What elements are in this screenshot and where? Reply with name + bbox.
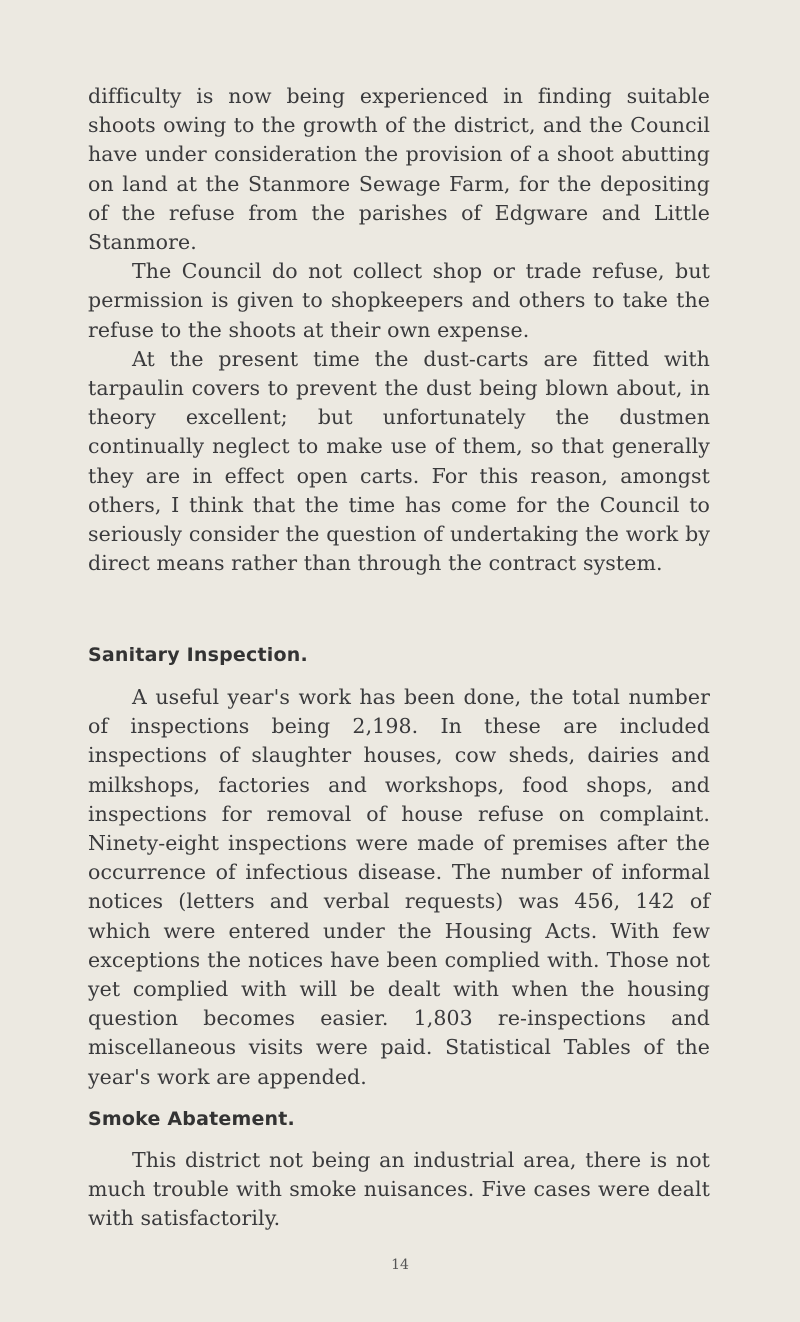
paragraph-sanitary-inspection: A useful year's work has been done, the total number of inspections being 2,198. In these are included inspections of slaughter houses, cow sheds, dairies and milkshops, factories and workshops, food shops, and inspections for removal of house refuse on complaint. Ninety-eight inspections were made of premises after the occurrence of infectious disease. The number of informal notices (letters and verbal requests) was 456, 142 of which were entered under the Housing Acts. With few exceptions the notices have been complied with. Those not yet complied with will be dealt with when the housing question becomes easier. 1,803 re-inspections and miscellaneous visits were paid. Statistical Tables of the year's work are appended. <box>88 685 710 1089</box>
heading-sanitary-inspection: Sanitary Inspection. <box>88 644 308 666</box>
opening-section <box>88 82 710 578</box>
smoke-section <box>88 1146 710 1234</box>
page-number: 14 <box>391 1257 409 1273</box>
heading-smoke-abatement: Smoke Abatement. <box>88 1108 295 1130</box>
paragraph-dust-carts: At the present time the dust-carts are fitted with tarpaulin covers to prevent the dust being blown about, in theory excellent; but unfortunately the dustmen continually neglect to make use of them, so that generally they are in effect open carts. For this reason, amongst others, I think that the time has come for the Council to seriously consider the question of undertaking the work by direct means rather than through the contract system. <box>88 346 710 576</box>
sanitary-section <box>88 683 710 1092</box>
paragraph-refuse-shoots: difficulty is now being experienced in finding suitable shoots owing to the growth of the district, and the Council have under consideration the provision of a shoot abutting on land at the Stanmore Sewage Farm, for the depositing of the refuse from the parishes of Edgware and Little Stanmore. <box>88 84 710 255</box>
paragraph-trade-refuse: The Council do not collect shop or trade refuse, but permission is given to shopkeepers and others to take the refuse to the shoots at their own expense. <box>88 259 710 342</box>
paragraph-smoke-abatement: This district not being an industrial area, there is not much trouble with smoke nuisances. Five cases were dealt with satisfactorily. <box>88 1148 710 1231</box>
